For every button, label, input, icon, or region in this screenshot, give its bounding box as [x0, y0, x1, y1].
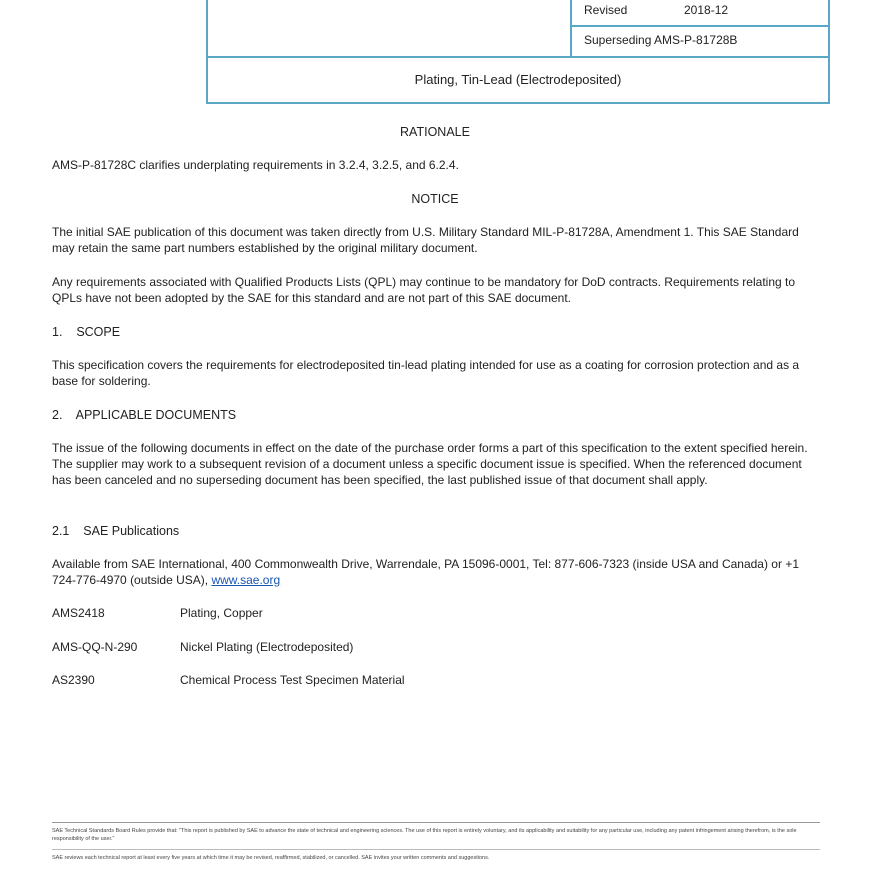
reference-code: AS2390	[52, 673, 95, 687]
reference-title: Nickel Plating (Electrodeposited)	[180, 640, 354, 654]
footer-divider	[52, 822, 820, 823]
scope-heading: 1. SCOPE	[52, 325, 121, 339]
revised-date: 2018-12	[684, 3, 729, 17]
applicable-documents-text: The issue of the following documents in effect on the date of the purchase order forms a part of this specification to the extent specified herein. The supplier may work to a subsequent revision of a document unless a specific document issue is specified. When the referenced document has been canceled and no superseding document has been specified, the last published issue of that document shall apply.	[52, 441, 808, 487]
footer-divider-secondary	[52, 849, 820, 850]
superseding-row	[572, 27, 828, 54]
footer-review-note: SAE reviews each technical report at least every five years at which time it may be revised, reaffirmed, stabilized, or cancelled. SAE invites your written comments and suggestions.	[52, 855, 490, 861]
superseding-text: Superseding AMS-P-81728B	[584, 33, 738, 47]
notice-heading: NOTICE	[411, 192, 459, 206]
sae-website-link[interactable]: www.sae.org	[211, 573, 281, 587]
sae-publications-text	[52, 556, 820, 588]
rationale-heading: RATIONALE	[400, 125, 470, 139]
document-title: Plating, Tin-Lead (Electrodeposited)	[414, 72, 622, 87]
scope-text: This specification covers the requirements for electrodeposited tin-lead plating intended for use as a coating for corrosion protection and as a base for soldering.	[52, 358, 800, 388]
reference-title: Chemical Process Test Specimen Material	[180, 673, 405, 687]
header-top-row	[208, 0, 828, 58]
reference-code: AMS-QQ-N-290	[52, 640, 138, 654]
rationale-text: AMS-P-81728C clarifies underplating requirements in 3.2.4, 3.2.5, and 6.2.4.	[52, 158, 459, 172]
reference-code: AMS2418	[52, 606, 105, 620]
revised-label: Revised	[584, 3, 628, 17]
sae-address-text: Available from SAE International, 400 Commonwealth Drive, Warrendale, PA 15096-0001, Tel: 877-606-7323 (inside USA and Canada) or +1 724-776-4970 (outside USA),	[52, 557, 799, 587]
sae-publications-heading: 2.1 SAE Publications	[52, 524, 180, 538]
notice-paragraph-2: Any requirements associated with Qualified Products Lists (QPL) may continue to be mandatory for DoD contracts. Requirements relating to QPLs have not been adopted by the SAE for this standard and are not part of this SAE document.	[52, 275, 796, 305]
revised-row	[572, 0, 828, 27]
applicable-documents-heading: 2. APPLICABLE DOCUMENTS	[52, 408, 237, 422]
reference-title: Plating, Copper	[180, 606, 263, 620]
header-left-cell	[208, 0, 572, 56]
notice-paragraph-1: The initial SAE publication of this document was taken directly from U.S. Military Standard MIL-P-81728A, Amendment 1. This SAE Standard may retain the same part numbers established by the original military document.	[52, 225, 799, 255]
document-header-box	[206, 0, 830, 104]
header-right-cell	[572, 0, 828, 56]
footer-disclaimer: SAE Technical Standards Board Rules provide that: "This report is published by SAE to advance the state of technical and engineering sciences. The use of this report is entirely voluntary, and its applicability and suitability for any particular use, including any patent infringement arising therefrom, is the sole responsibility of the user."	[52, 828, 797, 842]
